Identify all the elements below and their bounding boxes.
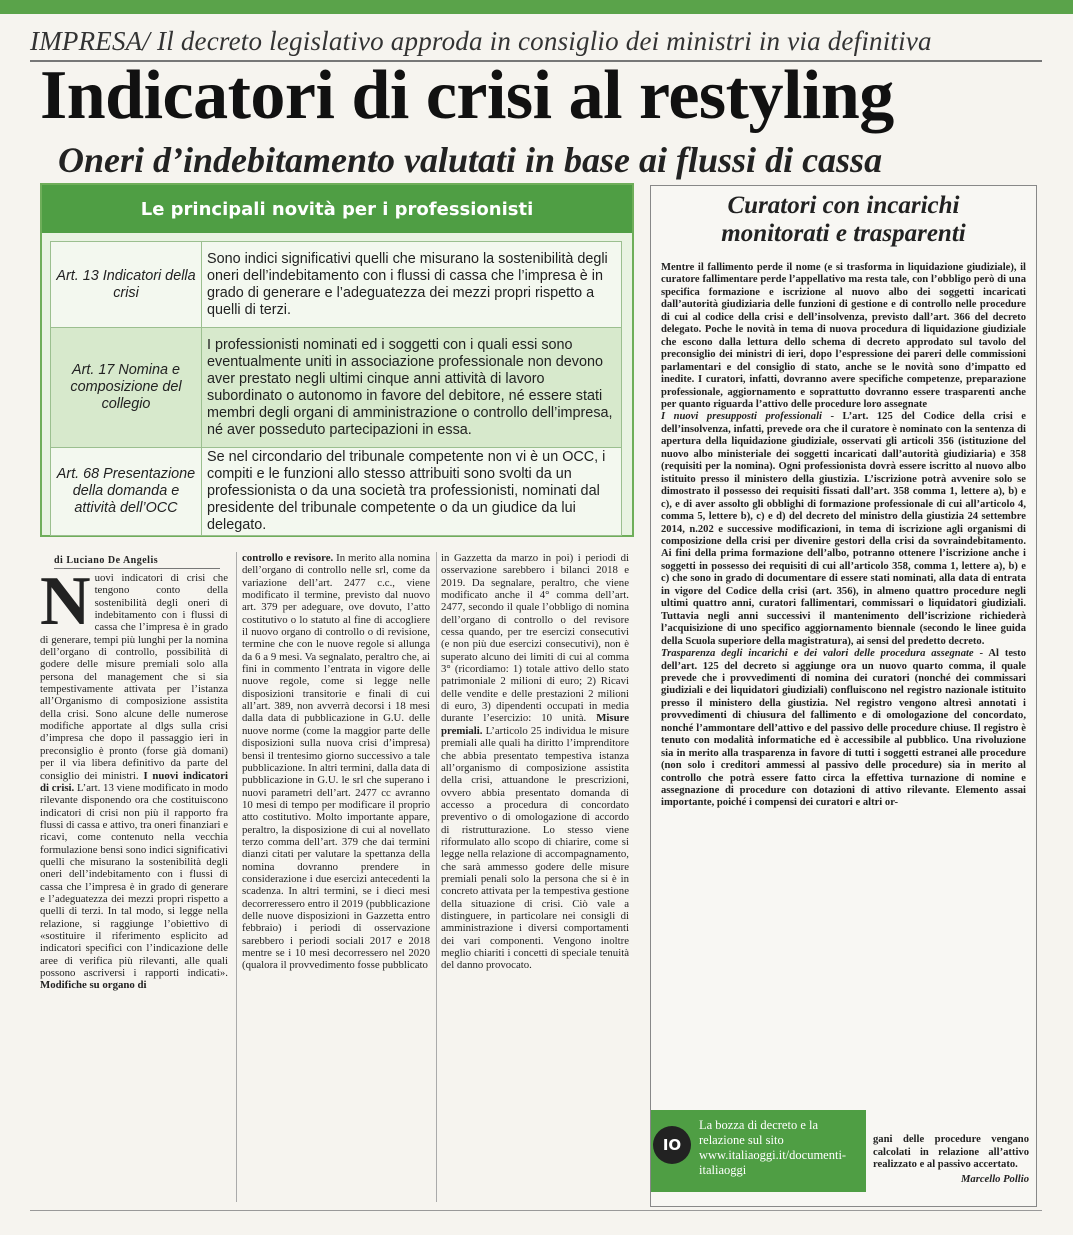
promo-text[interactable]: La bozza di decreto e la relazione sul sito www.italiaoggi.it/documenti-italiaoggi bbox=[699, 1118, 847, 1177]
sidebar-title-line: Curatori con incarichi bbox=[727, 192, 960, 219]
article-subheading: Modifiche su organo di bbox=[40, 979, 147, 992]
sidebar-body bbox=[661, 262, 1026, 810]
novita-table bbox=[50, 241, 622, 536]
sidebar-box bbox=[650, 185, 1037, 1207]
novita-box bbox=[40, 183, 634, 537]
row-label: Art. 68 Presentazione della domanda e attività dell’OCC bbox=[51, 448, 202, 536]
row-text: I professionisti nominati ed i soggetti con i quali essi sono eventualmente uniti in associazione professionale non devono aver prestato negli ultimi cinque anni attività di lavoro subordinato o autonomo in favore del debitore, né essere stati membri degli organi di amministrazione o controllo dell’impresa, né aver posseduto partecipazioni in essa. bbox=[202, 328, 622, 448]
table-row bbox=[51, 328, 622, 448]
article-paragraph: L’articolo 25 individua le misure premiali alle quali ha diritto l’imprenditore che abbia presentato tempestiva istanza all’organismo di composizione assistita della crisi, attuandone le prescrizioni, ovvero abbia presentato domanda di accesso a procedura di concordato preventivo o di omologazione di accordo di ristrutturazione. Lo stesso viene riformulato allo scopo di chiarire, come si legge nella relazione di accompagnamento, che sarà ammesso godere delle misure premiali penali solo la persona che si è in concreto attivata per la tempestiva gestione della situazione di crisi. Ciò vale a distinguere, in particolare nei consigli di amministrazione i diversi comportamenti dei vari componenti. Vengono inoltre meglio chiariti i concetti di speciale tenuità del danno provocato. bbox=[441, 724, 629, 972]
article-column-1 bbox=[40, 572, 228, 1202]
article-paragraph: uovi indicatori di crisi che tengono conto della sostenibilità degli oneri di indebitamento con i flussi di cassa che l’impresa è in grado di generare, tempi più lunghi per la nomina dell’organo di controllo, possibilità di godere delle misure premiali solo alla persona del management che si sia tempestivamente attivata per l’istanza all’Organismo di composizione assistita della crisi. Sono alcune delle numerose modifiche apportate al dlgs sulla crisi d’impresa che dopo il passaggio ieri in preconsiglio è pronto (forse già domani) per il via libera definitivo da parte del consiglio dei ministri. bbox=[40, 572, 228, 782]
top-green-bar bbox=[0, 0, 1073, 14]
article-paragraph: L’art. 13 viene modificato in modo rilevante disponendo ora che costituiscono indicatori di crisi non più il rapporto fra flussi di cassa e attivo, tra oneri finanziari e ricavi, come contenuto nella vecchia formulazione bensì sono indici significativi quelli che misurano la sostenibilità degli oneri dell’indebitamento con i flussi di cassa che l’impresa è in grado di generare e l’adeguatezza dei mezzi propri rispetto a quelli di terzi. In tal modo, si legge nella relazione, si raggiunge l’obiettivo di «sostituire il riferimento esplicito ad indicatori specifici con l’indicazione delle aree di verifica più rilevanti, alle quali possono ascriversi i rapporti indicati». bbox=[40, 781, 228, 979]
row-label: Art. 17 Nomina e composizione del collegio bbox=[51, 328, 202, 448]
article-subheading: Misure premiali. bbox=[441, 712, 629, 737]
article-subheading: I nuovi indicatori di crisi. bbox=[40, 769, 228, 794]
sidebar-paragraph: Mentre il fallimento perde il nome (e si trasforma in liquidazione giudiziale), il curatore fallimentare perde l’appellativo ma resta tale, con l’obbligo però di una specifica formazione e iscrizione al nuovo albo dei soggetti incaricati dall’autorità giudiziaria delle funzioni di gestione e di controllo nelle procedure di cui al codice della crisi e dell’insolvenza, previsto dall’art. 366 del decreto delegato. Poche le novità in tema di nuova procedura di liquidazione giudiziale che escono dalla lettura dello schema di decreto approdato sul tavolo del preconsiglio dei ministri di ieri, dopo l’espressione dei pareri delle commissioni parlamentari e del consiglio di stato, anche se le novità sono d’impatto ed inedite. I curatori, infatti, dovranno avere specifiche competenze, preparazione professionale, aggiornamento e soprattutto dovranno essere trasparenti anche per quanto riguarda l’attivo delle procedure loro assegnate bbox=[661, 262, 1026, 410]
row-label: Art. 13 Indicatori della crisi bbox=[51, 242, 202, 328]
kicker: IMPRESA/ Il decreto legislativo approda in consiglio dei ministri in via definitiva bbox=[30, 26, 932, 56]
sidebar-subheading: Trasparenza degli incarichi e dei valori delle procedura assegnate bbox=[661, 648, 974, 660]
novita-box-title: Le principali novità per i professionisti bbox=[42, 185, 632, 233]
subhead: Oneri d’indebitamento valutati in base ai flussi di cassa bbox=[58, 140, 883, 180]
article-column-3 bbox=[441, 552, 629, 1202]
sidebar-paragraph: - L’art. 125 del Codice della crisi e dell’insolvenza, infatti, prevede ora che il curatore è nominato con la sentenza di apertura della liquidazione giudiziale, osservati gli articoli 356 (istituzione del nuovo albo ministeriale dei soggetti incaricati dall’autorità giudiziaria) e 358 (requisiti per la nomina). Ogni professionista dovrà essere iscritto al nuovo albo istituito presso il ministero della giustizia. L’iscrizione potrà avvenire solo se dimostrato il possesso dei requisiti fissati dall’art. 358 comma 1, lettere a), b) e c), e di aver assolto gli obblighi di formazione professionale di cui all’articolo 4, comma 5, lettere b), c) e d) del decreto del ministro della giustizia 24 settembre 2014, n.202 e successive modificazioni, in tema di iscrizione agli organismi di composizione della crisi per divenire gestori della crisi da sovraindebitamento. Ai fini della prima formazione dell’albo, potranno ottenere l’iscrizione anche i soggetti in possesso dei requisiti di cui all’articolo 358, comma 1, lettere a), b) e c) che sono in grado di documentare di essere stati nominati, alla data di entrata in vigore del Codice della crisi (art. 356), in almeno quattro procedure negli ultimi quattro anni, curatori fallimentari, commissari o liquidatori giudiziali. Tuttavia negli anni successivi il mantenimento dell’iscrizione richiederà l’acquisizione di uno specifico aggiornamento biennale (secondo le linee guida della Scuola superiore della magistratura), ai sensi del predetto decreto. bbox=[661, 411, 1026, 647]
column-divider bbox=[236, 552, 237, 1202]
sidebar-paragraph: - Al testo dell’art. 125 del decreto si aggiunge ora un nuovo quarto comma, il quale prevede che i provvedimenti di nomina dei curatori (nonché dei commissari giudiziali e dei liquidatori giudiziali) confluiscono nel registro nazionale istituito presso il ministero della giustizia. Nel registro vengono altresì annotati i provvedimenti di chiusura del fallimento e di omologazione del concordato, nonché l’ammontare dell’attivo e del passivo delle procedure chiuse. Il registro è tenuto con modalità informatiche ed è accessibile al pubblico. Una rivoluzione sia in merito alla trasparenza in favore di tutti i soggetti estranei alle procedure (non solo i creditori ammessi al passivo delle procedure) sia in merito al controllo che potrà essere fatto circa la effettiva turnazione di nomine e assegnazione di procedure con dotazioni di attivo rilevante. Elemento assai importante, poiché i compensi dei curatori e altri or- bbox=[661, 648, 1026, 809]
sidebar-subheading: I nuovi presupposti professionali bbox=[661, 411, 822, 423]
sidebar-tail bbox=[873, 1134, 1029, 1186]
article-paragraph: in Gazzetta da marzo in poi) i periodi di osservazione sarebbero i bilanci 2018 e 2019. Da segnalare, peraltro, che viene modificato anche il 4° comma dell’art. 2477, secondo il quale l’obbligo di nomina dell’organo di controllo o del revisore cessa quando, per tre esercizi consecutivi (e non più due esercizi consecutivi), non è superato alcuno dei limiti di cui al comma 3° (ricordiamo: 1) totale attivo dello stato patrimoniale 2 milioni di euro; 2) Ricavi delle vendite e delle prestazioni 2 milioni di euro, 3) dipendenti occupati in media durante l’esercizio: 10 unità. bbox=[441, 552, 629, 725]
promo-box[interactable] bbox=[651, 1110, 866, 1192]
sidebar-paragraph: gani delle procedure vengano calcolati in relazione all’attivo realizzato e al passivo accertato. bbox=[873, 1134, 1029, 1171]
byline: di Luciano De Angelis bbox=[54, 555, 220, 569]
article-column-2 bbox=[242, 552, 430, 1202]
dropcap: N bbox=[40, 572, 91, 640]
signature: Marcello Pollio bbox=[961, 1173, 1029, 1185]
italiaoggi-logo: IO bbox=[653, 1126, 691, 1164]
column-divider bbox=[436, 552, 437, 1202]
headline: Indicatori di crisi al restyling bbox=[40, 57, 894, 134]
article-paragraph: In merito alla nomina dell’organo di controllo nelle srl, come da variazione dell’art. 2477 c.c., viene modificato il termine, previsto dal nuovo art. 379 per adeguare, ove dovuto, l’atto costitutivo o lo statuto al fine di accogliere il nuovo organo di controllo o di revisione, termine che con le nuove regole si allunga da 6 a 9 mesi. Va segnalato, peraltro che, ai fini in commento l’entrata in vigore delle nuove regole, come si legge nelle disposizioni transitorie e finali di cui all’art. 389, non avverrà decorsi i 18 mesi dalla data di pubblicazione in G.U. delle nuove norme (come la maggior parte delle disposizioni sulla nuova crisi d’impresa) bensì il trentesimo giorno successivo a tale pubblicazione. In altri termini, dalla data di pubblicazione in G.U. le srl che superano i nuovi parametri dell’art. 2477 cc avranno 10 mesi di tempo per modificare il proprio atto costitutivo. Molto importante appare, peraltro, la disposizione di cui al novellato terzo comma dell’art. 379 che dai termini dianzi citati per valutare la spettanza della nomina dovranno prendere in considerazione i due esercizi antecedenti la scadenza. In altri termini, se i dieci mesi decorreressero entro il 2019 (pubblicazione delle nuove disposizioni in Gazzetta entro febbraio) i periodi di osservazione sarebbero i periodi sociali 2017 e 2018 mentre se i 10 mesi decorressero nel 2020 (qualora il provvedimento fosse pubblicato bbox=[242, 552, 430, 972]
table-row bbox=[51, 448, 622, 536]
row-text: Se nel circondario del tribunale competente non vi è un OCC, i compiti e le funzioni allo stesso attribuiti sono svolti da un professionista o da una società tra professionisti, nominati dal presidente del tribunale competente o da un giudice da lui delegato. bbox=[202, 448, 622, 536]
table-row bbox=[51, 242, 622, 328]
sidebar-title bbox=[651, 192, 1036, 248]
sidebar-title-line: monitorati e trasparenti bbox=[721, 220, 966, 247]
article-subheading: controllo e revisore. bbox=[242, 552, 334, 564]
row-text: Sono indici significativi quelli che misurano la sostenibilità degli oneri dell’indebitamento con i flussi di cassa che l’impresa è in grado di generare e l’adeguatezza dei mezzi propri rispetto a quelli di terzi. bbox=[202, 242, 622, 328]
bottom-rule bbox=[30, 1210, 1042, 1211]
